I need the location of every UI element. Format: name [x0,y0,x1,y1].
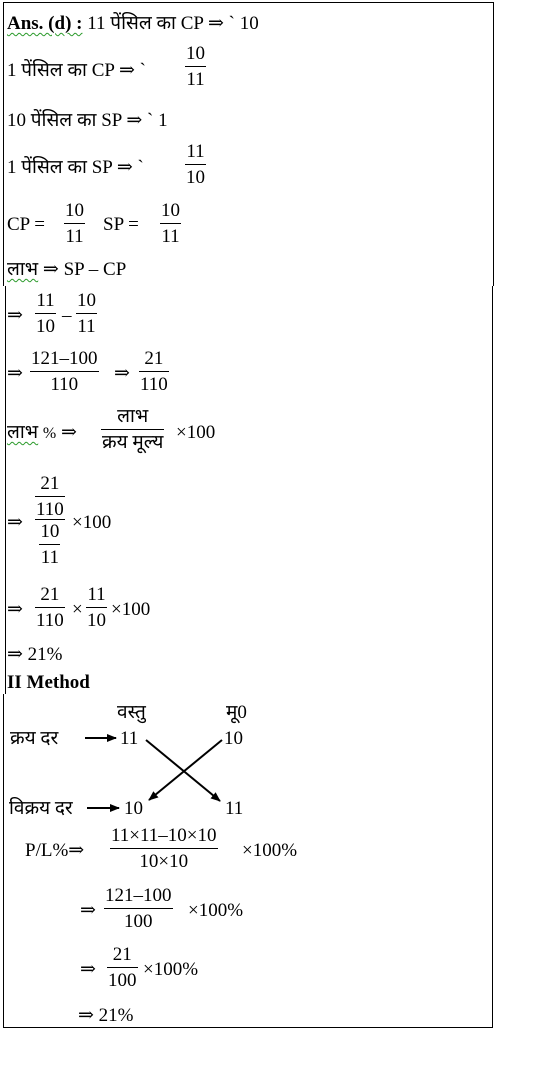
f3-times: ×100% [143,959,199,980]
numerator: 21 [144,348,164,369]
numerator: 21 [40,473,60,494]
times-100-step5: ×100 [111,599,151,620]
arrow-step2b: ⇒ [114,363,130,384]
line-11-pencil-cp: 11 पेंसिल का CP ⇒ ` 10 [87,13,259,34]
final-result: ⇒ 21% [78,1005,134,1026]
sell-rate-label: विक्रय दर [9,798,73,819]
numerator: 11 [87,584,106,605]
denominator: 11 [185,66,206,89]
numerator: 10 [40,521,60,542]
numerator: 121–100 [31,348,98,369]
buy-rate-label: क्रय दर [10,728,59,749]
denominator: क्रय मूल्य [101,429,164,452]
answer-label: Ans. (d) : [7,13,83,34]
arrow-step1: ⇒ [7,305,23,326]
cross-line-2 [149,740,222,800]
times-100-step4: ×100 [72,512,112,533]
denominator: 10 [185,164,206,187]
result-line: ⇒ 21% [7,644,63,665]
denominator: 10 [86,607,107,630]
times-100: ×100 [176,422,216,443]
arrow-step4: ⇒ [7,512,23,533]
cross-line-1 [146,740,220,801]
arrow-f2: ⇒ [80,900,96,921]
denominator: 100 [104,908,173,931]
numerator: 11×11–10×10 [111,825,217,846]
fraction-pl [110,826,218,871]
numerator: 21 [112,944,132,965]
line-1-pencil-sp-prefix: 1 पेंसिल का SP ⇒ ` [7,157,144,178]
numerator: 10 [161,200,180,221]
denominator: 10×10 [110,848,218,871]
denominator: 110 [139,371,169,394]
fraction-f3 [107,945,138,990]
sp-label: SP = [103,214,139,235]
percent-symbol: % [42,425,57,442]
cp-label: CP = [7,214,45,235]
times-sign: × [72,599,83,620]
arrow: ⇒ [61,422,77,443]
pl-label: P/L%⇒ [25,840,85,861]
denominator: 10 [35,313,56,336]
minus-sign: – [62,305,72,326]
f2-times: ×100% [188,900,244,921]
numerator: लाभ [117,406,149,427]
denominator: 110 [35,607,65,630]
denominator: 110 [35,496,65,519]
numerator: 10 [77,290,96,311]
pl-times: ×100% [242,840,298,861]
buy-right-value: 10 [224,728,243,749]
numerator: 10 [186,43,205,64]
sell-left-value: 10 [124,798,143,819]
line-1-pencil-cp-prefix: 1 पेंसिल का CP ⇒ ` [7,60,146,81]
denominator: 11 [160,223,181,246]
header-price: मू0 [226,702,247,723]
profit-word: लाभ [7,259,39,280]
numerator: 121–100 [105,885,172,906]
method-title: II Method [7,672,90,693]
numerator: 11 [36,290,55,311]
denominator: 11 [76,313,97,336]
line-10-pencil-sp: 10 पेंसिल का SP ⇒ ` 1 [7,110,168,131]
arrow-f3: ⇒ [80,959,96,980]
numerator: 10 [65,200,84,221]
fraction-f2 [104,886,173,931]
arrow-step2: ⇒ [7,363,23,384]
numerator: 21 [40,584,60,605]
header-item: वस्तु [117,702,146,723]
profit-formula: ⇒ SP – CP [42,259,127,280]
denominator: 100 [107,967,138,990]
denominator: 110 [30,371,99,394]
numerator: 11 [186,141,205,162]
profit-percent-word: लाभ [7,422,39,443]
denominator: 11 [39,544,60,567]
arrow-step5: ⇒ [7,599,23,620]
buy-left-value: 11 [120,728,139,749]
sell-right-value: 11 [225,798,244,819]
denominator: 11 [64,223,85,246]
